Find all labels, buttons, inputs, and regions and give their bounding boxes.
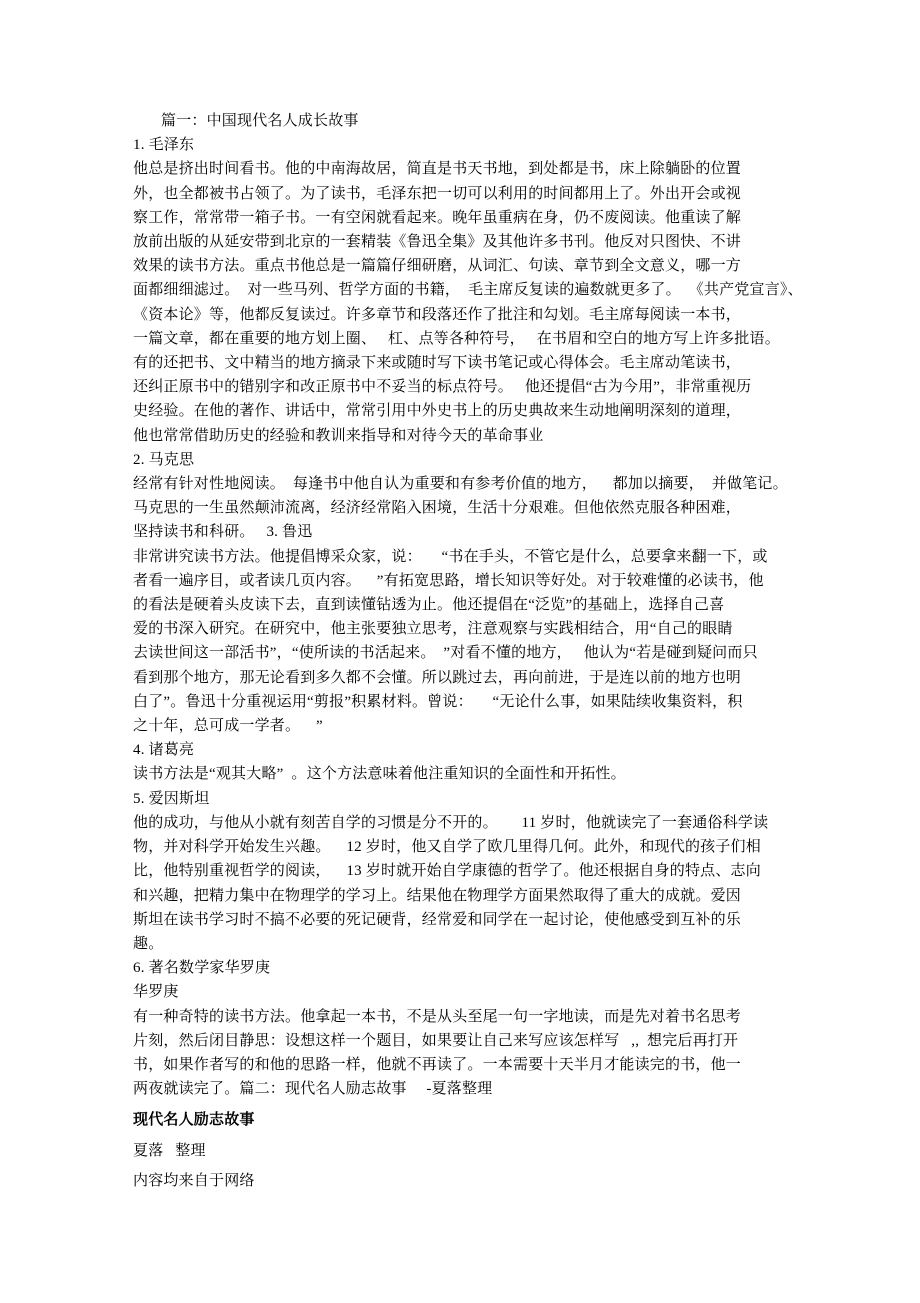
- text-line: 趣。: [133, 935, 164, 952]
- text-line: 和兴趣，把精力集中在物理学的学习上。结果他在物理学方面果然取得了重大的成就。爱因: [133, 887, 742, 904]
- text-line: 两夜就读完了。篇二：现代名人励志故事 -夏落整理: [133, 1081, 493, 1098]
- text-line: 1. 毛泽东: [133, 137, 195, 154]
- text-line: 比，他特别重视哲学的阅读， 13 岁时就开始自学康德的哲学了。他还根据自身的特点、志向: [133, 863, 761, 880]
- text-line: 外，也全都被书占领了。为了读书，毛泽东把一切可以利用的时间都用上了。外出开会或视: [133, 185, 742, 202]
- text-line: 坚持读书和科研。 3. 鲁迅: [133, 524, 313, 541]
- text-line: 史经验。在他的著作、讲话中，常常引用中外史书上的历史典故来生动地阐明深刻的道理，: [133, 403, 742, 420]
- text-line: 片刻，然后闭目静思：设想这样一个题目，如果要让自己来写应该怎样写 ,, 想完后再打开: [133, 1032, 739, 1049]
- document-body: [133, 109, 805, 1193]
- text-line: 有一种奇特的读书方法。他拿起一本书，不是从头至尾一句一字地读，而是先对着书名思考: [133, 1008, 742, 1025]
- text-line: 放前出版的从延安带到北京的一套精装《鲁迅全集》及其他许多书刊。他反对只图快、不讲: [133, 234, 742, 251]
- text-line: 的看法是硬着头皮读下去，直到读懂钻透为止。他还提倡在“泛览”的基础上，选择自己喜: [133, 597, 725, 614]
- text-line: 2. 马克思: [133, 451, 195, 468]
- text-line: 有的还把书、文中精当的地方摘录下来或随时写下读书笔记或心得体会。毛主席动笔读书，: [133, 355, 742, 372]
- text-line: 5. 爱因斯坦: [133, 790, 210, 807]
- text-line: 经常有针对性地阅读。 每逢书中他自认为重要和有参考价值的地方， 都加以摘要， 并做笔记。: [133, 476, 788, 493]
- text-line: 他的成功，与他从小就有刻苦自学的习惯是分不开的。 11 岁时，他就读完了一套通俗科学读: [133, 814, 769, 831]
- text-line: 面都细细滤过。 对一些马列、哲学方面的书籍， 毛主席反复读的遍数就更多了。 《共产党宣言》、: [133, 282, 803, 299]
- text-line: 爱的书深入研究。在研究中，他主张要独立思考，注意观察与实践相结合，用“自己的眼睛: [133, 621, 733, 638]
- text-line: 还纠正原书中的错别字和改正原书中不妥当的标点符号。 他还提倡“古为今用”，非常重视历: [133, 379, 752, 396]
- text-line: 华罗庚: [133, 984, 179, 1001]
- text-line: 非常讲究读书方法。他提倡博采众家，说： “书在手头，不管它是什么，总要拿来翻一下，或: [133, 548, 768, 565]
- text-line: 4. 诸葛亮: [133, 742, 195, 759]
- text-line: 夏落 整理: [133, 1142, 206, 1159]
- text-line: 之十年，总可成一学者。 ”: [133, 718, 323, 735]
- text-line: 马克思的一生虽然颠沛流离，经济经常陷入困境，生活十分艰难。但他依然克服各种困难，: [133, 500, 742, 517]
- text-line: 篇一：中国现代名人成长故事: [161, 113, 359, 129]
- text-line: 内容均来自于网络: [133, 1173, 255, 1190]
- text-line: 现代名人励志故事: [133, 1111, 255, 1128]
- text-line: 去读世间这一部活书”，“使所读的书活起来。 ”对看不懂的地方， 他认为“若是碰到疑问而只: [133, 645, 758, 662]
- text-line: 6. 著名数学家华罗庚: [133, 960, 271, 977]
- text-line: 《资本论》等，他都反复读过。许多章节和段落还作了批注和勾划。毛主席每阅读一本书，: [133, 306, 742, 323]
- text-line: 看到那个地方，那无论看到多久都不会懂。所以跳过去，再向前进，于是连以前的地方也明: [133, 669, 742, 686]
- text-line: 者看一遍序目，或者读几页内容。 ”有拓宽思路，增长知识等好处。对于较难懂的必读书，他: [133, 572, 764, 589]
- text-line: 白了”。鲁迅十分重视运用“剪报”积累材料。曾说： “无论什么事，如果陆续收集资料，积: [133, 693, 743, 710]
- text-line: 读书方法是“观其大略” 。这个方法意味着他注重知识的全面性和开拓性。: [133, 766, 626, 783]
- text-line: 效果的读书方法。重点书他总是一篇篇仔细研磨，从词汇、句读、章节到全文意义，哪一方: [133, 258, 742, 275]
- text-line: 物，并对科学开始发生兴趣。 12 岁时，他又自学了欧几里得几何。此外，和现代的孩子们相: [133, 839, 761, 856]
- text-line: 书，如果作者写的和他的思路一样，他就不再读了。一本需要十天半月才能读完的书，他一: [133, 1056, 742, 1073]
- text-line: 他也常常借助历史的经验和教训来指导和对待今天的革命事业: [133, 427, 544, 444]
- text-line: 斯坦在读书学习时不搞不必要的死记硬背，经常爱和同学在一起讨论，使他感受到互补的乐: [133, 911, 742, 928]
- text-line: 察工作，常常带一箱子书。一有空闲就看起来。晚年虽重病在身，仍不废阅读。他重读了解: [133, 209, 742, 226]
- text-line: 一篇文章，都在重要的地方划上圈、 杠、点等各种符号， 在书眉和空白的地方写上许多批语。: [133, 330, 780, 347]
- text-line: 他总是挤出时间看书。他的中南海故居，简直是书天书地，到处都是书，床上除躺卧的位置: [133, 161, 742, 178]
